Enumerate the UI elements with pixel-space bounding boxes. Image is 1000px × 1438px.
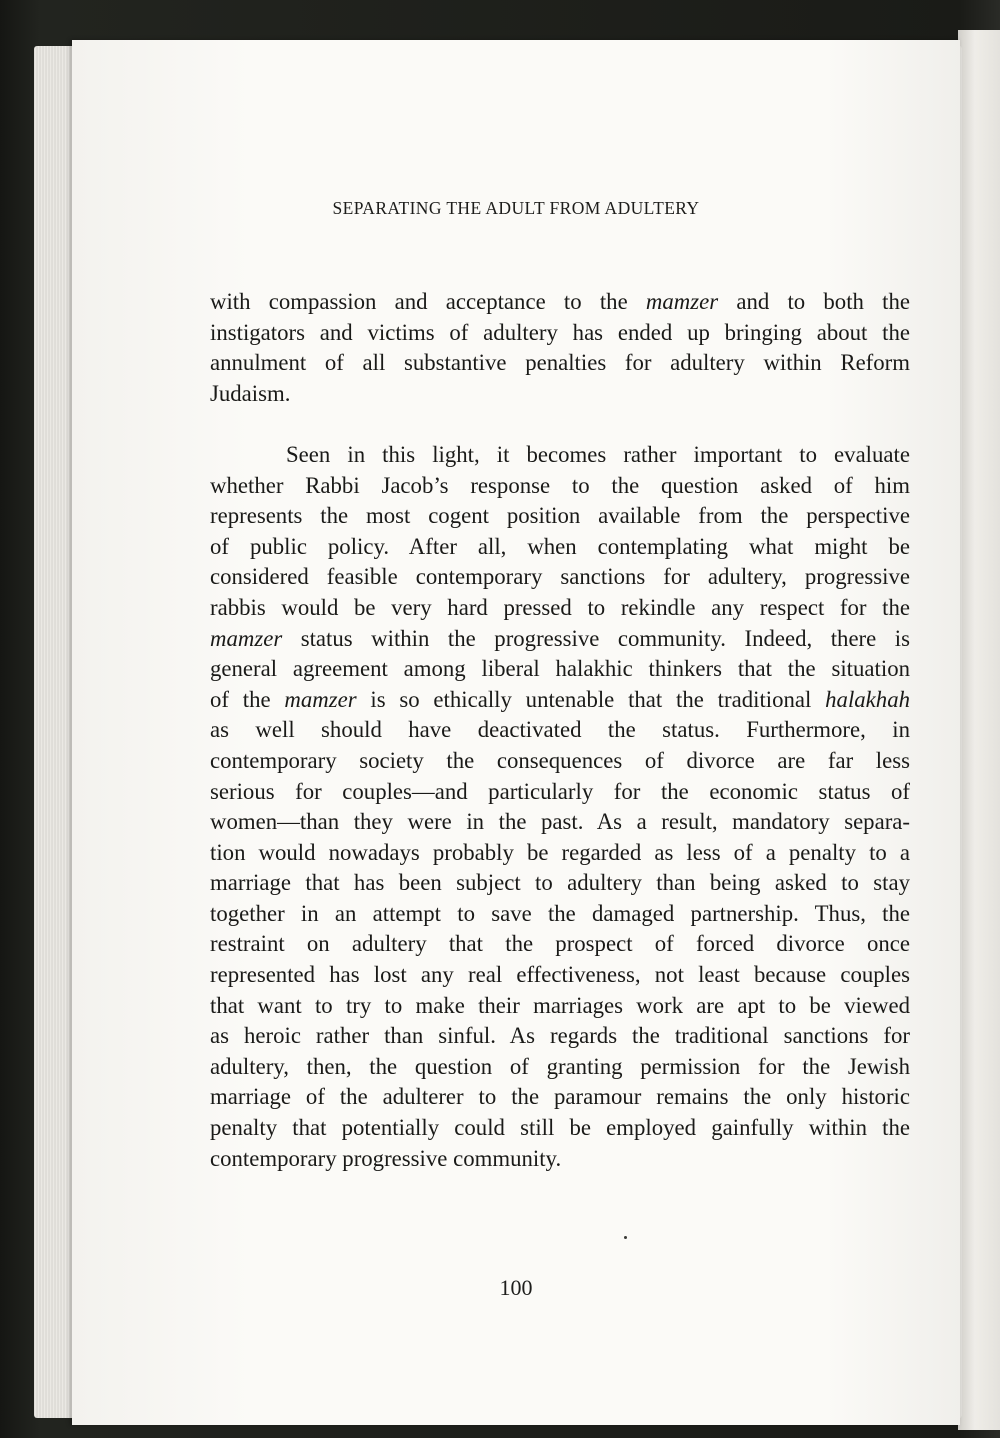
- italic-term: mamzer: [210, 625, 283, 651]
- text-run: whether Rabbi Jacob’s response to the question asked of him: [210, 472, 910, 498]
- text-run: women—than they were in the past. As a result, mandatory separa-: [210, 809, 910, 835]
- text-run: adultery, then, the question of granting permission for the Jewish: [210, 1053, 910, 1079]
- adjacent-page-edge: [958, 30, 1000, 1430]
- text-run: as heroic rather than sinful. As regards the traditional sanctions for: [210, 1023, 910, 1049]
- text-run: together in an attempt to save the damaged partnership. Thus, the: [210, 900, 910, 926]
- text-line: [210, 777, 910, 808]
- text-line: [210, 960, 910, 991]
- text-line: [210, 715, 910, 746]
- text-line: [210, 593, 910, 624]
- italic-term: halakhah: [825, 686, 910, 712]
- book-page: [72, 40, 960, 1425]
- ink-speck: [624, 1236, 627, 1239]
- text-run: considered feasible contemporary sanctions for adultery, progressive: [210, 564, 910, 590]
- text-line: [210, 624, 910, 655]
- text-run: annulment of all substantive penalties for adultery within Reform: [210, 350, 910, 376]
- text-run: restraint on adultery that the prospect of forced divorce once: [210, 931, 910, 957]
- text-run: and to both the: [718, 289, 910, 314]
- text-run: as well should have deactivated the status. Furthermore, in: [210, 717, 910, 743]
- text-line: [210, 1052, 910, 1083]
- text-run: general agreement among liberal halakhic thinkers that the situation: [210, 656, 910, 682]
- text-run: that want to try to make their marriages work are apt to be viewed: [210, 992, 910, 1018]
- text-run: status within the progressive community. Indeed, there is: [282, 625, 910, 651]
- text-run: serious for couples—and particularly for the economic status of: [210, 778, 910, 804]
- text-run: represents the most cogent position available from the perspective: [210, 503, 910, 529]
- text-run: of the: [210, 686, 285, 712]
- text-line: [210, 1144, 910, 1175]
- text-line: [210, 318, 910, 349]
- text-line: [210, 807, 910, 838]
- paragraph-1: [210, 287, 910, 409]
- text-run: rabbis would be very hard pressed to rekindle any respect for the: [210, 594, 910, 620]
- text-line: [210, 287, 910, 318]
- running-head: SEPARATING THE ADULT FROM ADULTERY: [332, 198, 700, 218]
- paragraph-2: [210, 440, 910, 1174]
- text-run: marriage of the adulterer to the paramour remains the only historic: [210, 1084, 910, 1110]
- text-run: Judaism.: [210, 380, 291, 406]
- text-run: contemporary society the consequences of divorce are far less: [210, 747, 910, 773]
- text-run: is so ethically untenable that the traditional: [356, 686, 826, 712]
- text-line: [210, 1082, 910, 1113]
- text-line: [210, 654, 910, 685]
- text-line: [210, 532, 910, 563]
- text-run: Seen in this light, it becomes rather important to evaluate: [286, 441, 910, 467]
- text-line: [210, 991, 910, 1022]
- text-line: [210, 868, 910, 899]
- text-run: tion would nowadays probably be regarded as less of a penalty to a: [210, 839, 910, 865]
- text-run: penalty that potentially could still be employed gainfully within the: [210, 1115, 910, 1141]
- text-line: [210, 899, 910, 930]
- text-line: [210, 929, 910, 960]
- text-line: [210, 685, 910, 716]
- text-line: [210, 1113, 910, 1144]
- text-run: represented has lost any real effectiveness, not least because couples: [210, 962, 910, 988]
- text-line: [210, 562, 910, 593]
- text-line: [210, 501, 910, 532]
- text-line: [210, 440, 910, 471]
- page-number: 100: [499, 1275, 533, 1300]
- text-run: of public policy. After all, when contemplating what might be: [210, 533, 910, 559]
- text-line: [210, 838, 910, 869]
- text-run: instigators and victims of adultery has ended up bringing about the: [210, 319, 910, 345]
- text-run: contemporary progressive community.: [210, 1145, 562, 1171]
- text-run: marriage that has been subject to adultery than being asked to stay: [210, 870, 910, 896]
- text-line: [210, 379, 910, 410]
- italic-term: mamzer: [284, 686, 357, 712]
- italic-term: mamzer: [645, 289, 719, 314]
- body-text: [210, 287, 910, 1174]
- text-line: [210, 1021, 910, 1052]
- text-line: [210, 348, 910, 379]
- text-line: [210, 471, 910, 502]
- paragraph-gap: [210, 409, 910, 440]
- text-run: with compassion and acceptance to the: [210, 289, 646, 314]
- text-line: [210, 746, 910, 777]
